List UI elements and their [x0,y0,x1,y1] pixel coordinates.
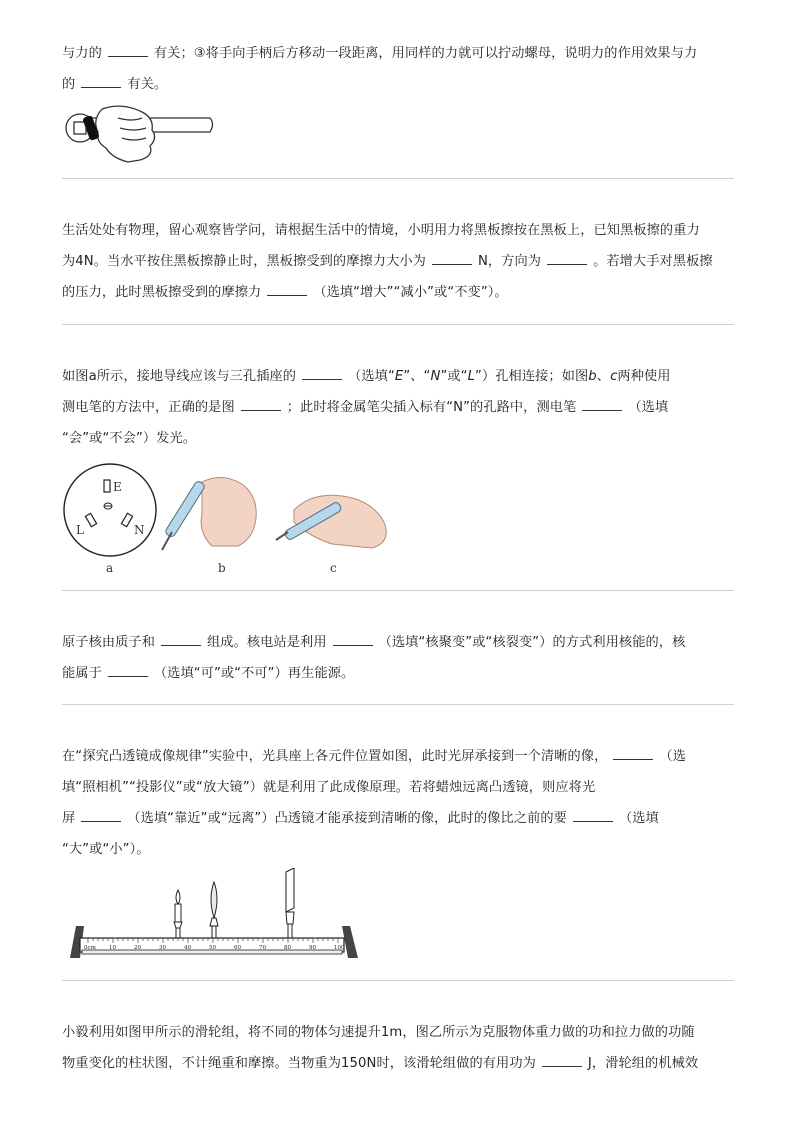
convex-lens [210,882,218,938]
answer-blank[interactable] [547,252,587,265]
tester-hand-b [162,477,256,550]
q5-text: （选填 [618,811,659,826]
q3-text: 、 [596,369,611,384]
divider [62,178,734,179]
q3-text: ；此时将金属笔尖插入标有“N”的孔路中，测电笔 [286,400,577,415]
answer-blank[interactable] [302,367,342,380]
answer-blank[interactable] [573,809,613,822]
figure-ref-c: c [610,369,618,384]
ruler-label: 90 [309,945,316,951]
question-4-text [62,627,734,689]
answer-blank[interactable] [161,633,201,646]
q2-text: 生活处处有物理，留心观察皆学问，请根据生活中的情境，小明用力将黑板擦按在黑板上，已知黑板擦的重力 [62,223,700,238]
q3-text: （选填 [628,400,669,415]
q2-text: 。若增大手对黑板擦 [593,254,713,269]
answer-blank[interactable] [81,809,121,822]
q1-text: 有关；③将手向手柄后方移动一段距离，用同样的力就可以拧动螺母，说明力的作用效果与力 [153,46,698,61]
q3-text: （选填“ [348,369,395,384]
q2-text: （选填“增大”“减小”或“不变”）。 [313,285,508,300]
ruler-label: 80 [284,945,291,951]
q4-text: 原子核由质子和 [62,635,156,650]
ruler-label: 60 [234,945,241,951]
q3-text: ”）孔相连接；如图 [475,369,589,384]
q5-text: （选填“靠近”或“远离”）凸透镜才能承接到清晰的像，此时的像比之前的要 [127,811,567,826]
q5-text: 在“探究凸透镜成像规律”实验中，光具座上各元件位置如图，此时光屏承接到一个清晰的像， [62,749,608,764]
answer-blank[interactable] [241,398,281,411]
option-l: L [467,369,476,384]
divider [62,980,734,981]
q6-text: 小毅利用如图甲所示的滑轮组，将不同的物体匀速提升1m，图乙所示为克服物体重力做的功和拉力做的功随 [62,1025,695,1040]
ruler-label: 20 [134,945,141,951]
answer-blank[interactable] [613,747,653,760]
q1-text: 有关。 [127,77,168,92]
q3-text: ”、“ [403,369,431,384]
q1-text: 与力的 [62,46,102,61]
q5-text: 屏 [62,811,76,826]
ruler-label: 10 [109,945,116,951]
option-n: N [430,369,441,384]
socket-label-l: L [76,523,84,537]
tester-hand-c [276,495,386,548]
q5-text: “大”或“小”）。 [62,842,150,857]
candle [174,890,182,938]
answer-blank[interactable] [81,75,121,88]
q5-text: （选 [659,749,686,764]
answer-blank[interactable] [333,633,373,646]
socket-label-n: N [134,523,145,537]
q4-text: （选填“可”或“不可”）再生能源。 [153,666,355,681]
answer-blank[interactable] [432,252,472,265]
divider [62,324,734,325]
q6-text: J，滑轮组的机械效 [587,1056,699,1071]
three-pin-socket [64,464,156,556]
q2-text: 的压力，此时黑板擦受到的摩擦力 [62,285,262,300]
q3-text: “会”或“不会”）发光。 [62,431,197,446]
wrench-figure [62,104,217,164]
q4-text: 能属于 [62,666,102,681]
question-1-text [62,38,734,100]
divider [62,590,734,591]
ruler-label: 100 [334,945,345,951]
ruler-label: 50 [209,945,216,951]
q3-text: ”或“ [440,369,468,384]
question-3-text [62,361,734,454]
ruler-label: 70 [259,945,266,951]
socket-label-e: E [113,480,122,494]
ruler-label: 0cm [84,945,96,951]
answer-blank[interactable] [582,398,622,411]
divider [62,704,734,705]
q2-text: 为4N。当水平按住黑板擦静止时，黑板擦受到的摩擦力大小为 [62,254,426,269]
answer-blank[interactable] [108,44,148,57]
question-5-text [62,741,734,865]
q4-text: 组成。核电站是利用 [207,635,327,650]
question-6-text [62,1017,734,1079]
q3-text: 如图a所示，接地导线应该与三孔插座的 [62,369,297,384]
q5-text: 填“照相机”“投影仪”或“放大镜”）就是利用了此成像原理。若将蜡烛远离凸透镜，则应将光 [62,780,596,795]
figure-ref-b: b [588,369,597,384]
ruler-label: 30 [159,945,166,951]
q1-text: 的 [62,77,76,92]
question-2-text [62,215,734,308]
q6-text: 物重变化的柱状图，不计绳重和摩擦。当物重为150N时，该滑轮组做的有用功为 [62,1056,536,1071]
q3-text: 测电笔的方法中，正确的是图 [62,400,235,415]
optical-bench-figure [62,868,372,968]
answer-blank[interactable] [267,283,307,296]
caption-c: c [330,561,337,575]
caption-a: a [106,561,114,575]
ruler-label: 40 [184,945,191,951]
caption-b: b [218,561,226,575]
socket-tester-figure [62,462,402,580]
light-screen [286,868,294,938]
q4-text: （选填“核聚变”或“核裂变”）的方式利用核能的，核 [378,635,686,650]
answer-blank[interactable] [108,664,148,677]
q3-text: 两种使用 [617,369,671,384]
option-e: E [394,369,404,384]
answer-blank[interactable] [542,1054,582,1067]
q2-text: N，方向为 [477,254,542,269]
